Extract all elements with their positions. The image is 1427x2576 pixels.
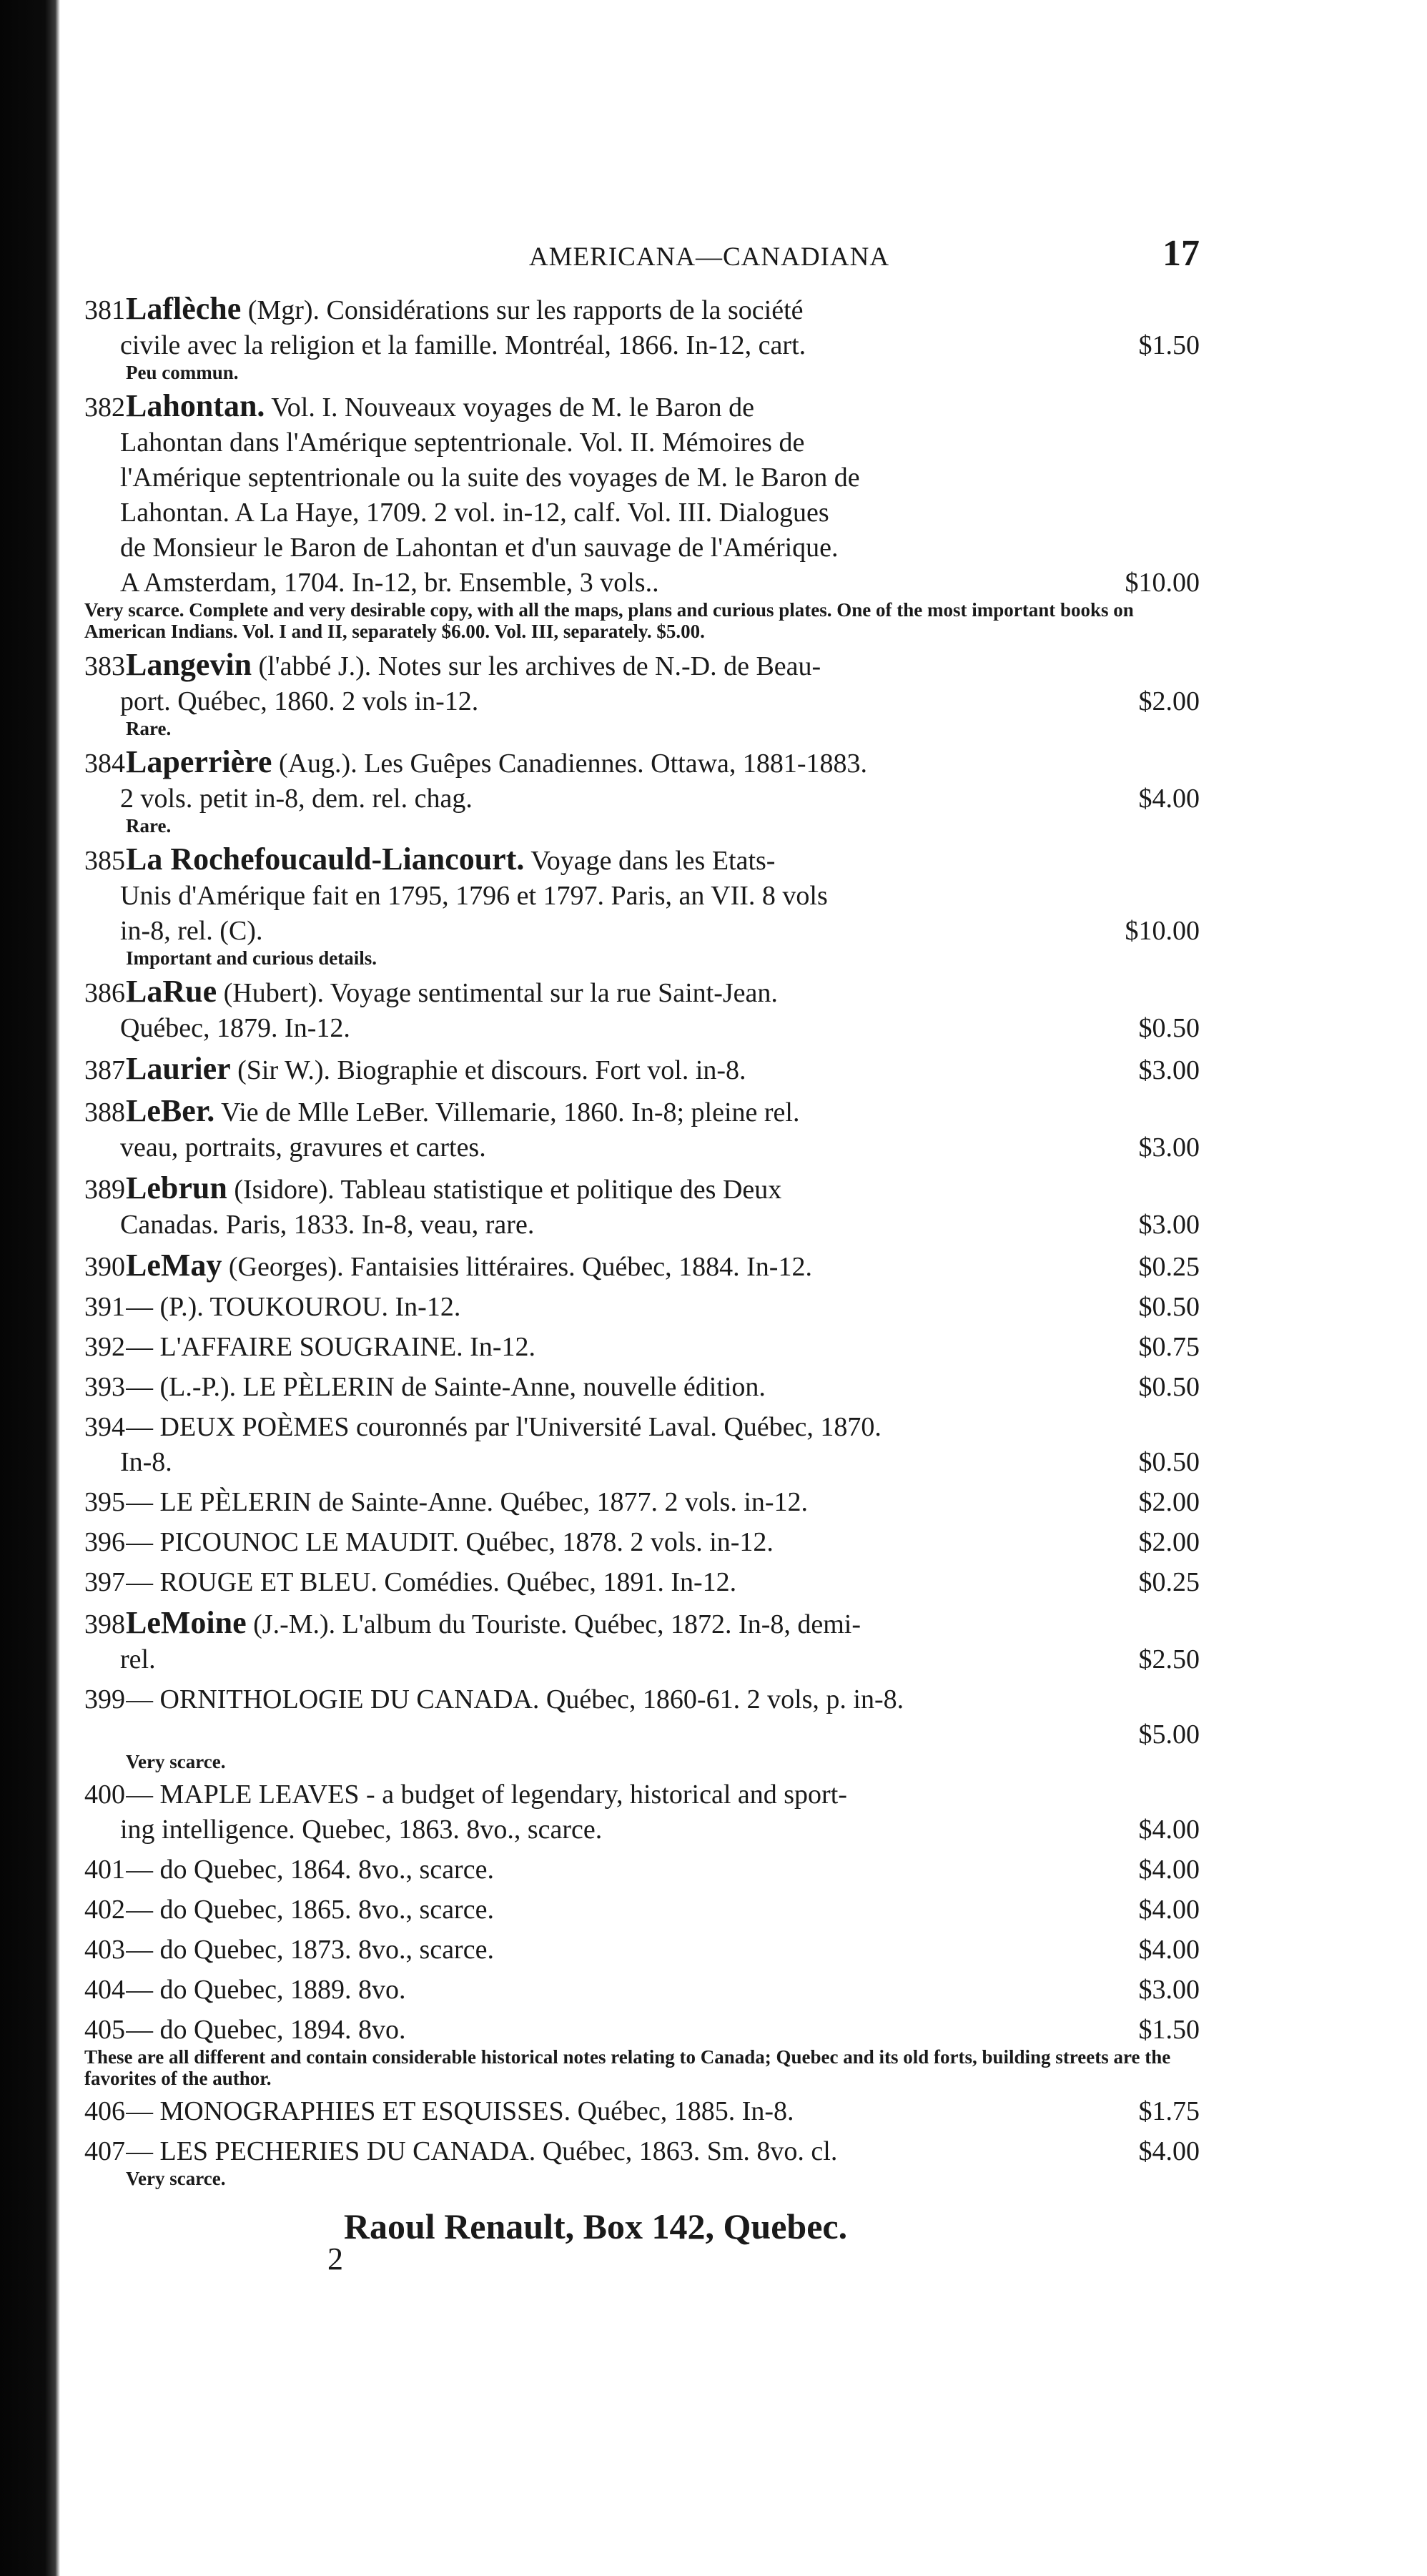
- entry-continuation-line: [84, 781, 1200, 816]
- entry-text: [120, 1011, 1127, 1046]
- catalogue-entry: [84, 647, 1200, 739]
- entry-price: $3.00: [1138, 1975, 1200, 2005]
- entry-number: 385: [84, 846, 125, 876]
- entry-number: 399: [84, 1684, 125, 1714]
- entry-text: [126, 1290, 1127, 1325]
- catalogue-entry: [84, 842, 1200, 969]
- entry-note: Very scarce.: [126, 1751, 226, 1772]
- entry-number: 397: [84, 1567, 125, 1597]
- entry-text: [126, 1330, 1127, 1365]
- entry-number: 407: [84, 2136, 125, 2166]
- entry-author: Laflèche: [126, 291, 242, 326]
- entry-first-line: [84, 1248, 1200, 1285]
- catalogue-entry: [84, 1290, 1200, 1325]
- entry-description: — MONOGRAPHIES ET ESQUISSES. Québec, 1885. In-8.: [126, 2096, 794, 2126]
- entry-number: 400: [84, 1780, 125, 1810]
- entry-price: $0.25: [1138, 1567, 1200, 1597]
- entry-description: (Georges). Fantaisies littéraires. Québec, 1884. In-12.: [228, 1252, 812, 1282]
- entry-description: — (L.-P.). LE PÈLERIN de Sainte-Anne, nouvelle édition.: [126, 1372, 766, 1402]
- entry-price: $4.00: [1138, 784, 1200, 814]
- entry-description: — MAPLE LEAVES - a budget of legendary, historical and sport-: [126, 1780, 847, 1810]
- entry-price: $4.00: [1138, 1815, 1200, 1845]
- entry-description: — do Quebec, 1889. 8vo.: [126, 1975, 406, 2005]
- catalogue-entry: [84, 1933, 1200, 1968]
- catalogue-entry: [84, 1170, 1200, 1243]
- entry-price: $3.00: [1138, 1210, 1200, 1240]
- entry-text: [126, 1973, 1127, 2008]
- entry-number: 405: [84, 2015, 125, 2045]
- entry-description: ing intelligence. Quebec, 1863. 8vo., scarce.: [120, 1815, 603, 1845]
- entry-description: A Amsterdam, 1704. In-12, br. Ensemble, 3 vols..: [120, 568, 659, 598]
- entry-continuation-line: [84, 531, 1200, 566]
- entry-author: LeBer.: [126, 1093, 215, 1128]
- entry-price: $0.25: [1138, 1252, 1200, 1282]
- catalogue-entry: [84, 1852, 1200, 1887]
- entry-text: [120, 781, 1127, 816]
- entry-description: (Mgr). Considérations sur les rapports de la société: [247, 295, 804, 325]
- entry-text: [126, 647, 1188, 684]
- entry-first-line: [84, 291, 1200, 328]
- entry-first-line: [84, 1682, 1200, 1717]
- catalogue-entry: [84, 291, 1200, 383]
- catalogue-entry: [84, 1605, 1200, 1677]
- entry-text: [120, 328, 1127, 363]
- entry-text: [120, 425, 1188, 460]
- entry-description: Voyage dans les Etats-: [530, 846, 776, 876]
- entry-description: — do Quebec, 1864. 8vo., scarce.: [126, 1855, 494, 1885]
- entry-first-line: [84, 647, 1200, 684]
- entry-author: Laperrière: [126, 744, 272, 779]
- catalogue-entry: [84, 1777, 1200, 1847]
- entry-first-line: [84, 1485, 1200, 1520]
- entry-price: $0.50: [1138, 1292, 1200, 1322]
- catalogue-entry: [84, 2094, 1200, 2129]
- entry-description: Lahontan. A La Haye, 1709. 2 vol. in-12, calf. Vol. III. Dialogues: [120, 498, 829, 528]
- entry-first-line: [84, 1933, 1200, 1968]
- catalogue-entry: [84, 1051, 1200, 1088]
- entry-text: [126, 1933, 1127, 1968]
- entry-price: $2.00: [1138, 686, 1200, 716]
- entry-description: (l'abbé J.). Notes sur les archives de N.-D. de Beau-: [258, 651, 821, 681]
- entry-first-line: [84, 388, 1200, 425]
- entry-author: La Rochefoucauld-Liancourt.: [126, 842, 525, 877]
- entry-description: rel.: [120, 1644, 156, 1674]
- entry-description: in-8, rel. (C).: [120, 916, 263, 946]
- entry-description: — do Quebec, 1873. 8vo., scarce.: [126, 1935, 494, 1965]
- entry-text: [120, 1445, 1127, 1480]
- entry-first-line: [84, 2134, 1200, 2169]
- entry-note: Peu commun.: [126, 362, 239, 383]
- entry-number: 388: [84, 1097, 125, 1127]
- entry-continuation-line: [84, 879, 1200, 914]
- entry-price: $10.00: [1125, 916, 1200, 946]
- catalogue-entry: [84, 2134, 1200, 2189]
- entry-description: — do Quebec, 1894. 8vo.: [126, 2015, 406, 2045]
- entry-text: [120, 495, 1188, 531]
- entry-text: [126, 1248, 1127, 1285]
- entry-first-line: [84, 974, 1200, 1011]
- catalogue-entry: [84, 1410, 1200, 1480]
- catalogue-entry: [84, 1682, 1200, 1772]
- entry-continuation-line: [84, 1812, 1200, 1847]
- entry-first-line: [84, 1565, 1200, 1600]
- entry-text: [126, 1892, 1127, 1928]
- entry-description: Canadas. Paris, 1833. In-8, veau, rare.: [120, 1210, 535, 1240]
- entry-price: $2.00: [1138, 1487, 1200, 1517]
- entry-first-line: [84, 1093, 1200, 1130]
- entry-continuation-line: [84, 460, 1200, 495]
- catalogue-entry: [84, 1973, 1200, 2008]
- running-title: AMERICANA—CANADIANA: [528, 242, 890, 272]
- entry-description: — DEUX POÈMES couronnés par l'Université Laval. Québec, 1870.: [126, 1412, 882, 1442]
- entry-description: Unis d'Amérique fait en 1795, 1796 et 1797. Paris, an VII. 8 vols: [120, 881, 828, 911]
- entry-number: 398: [84, 1609, 125, 1639]
- entry-description: — ROUGE ET BLEU. Comédies. Québec, 1891. In-12.: [126, 1567, 737, 1597]
- entry-number: 389: [84, 1175, 125, 1205]
- entry-text: [120, 914, 1114, 949]
- entry-first-line: [84, 2013, 1200, 2048]
- entry-first-line: [84, 1290, 1200, 1325]
- entry-description: — L'AFFAIRE SOUGRAINE. In-12.: [126, 1332, 535, 1362]
- catalogue-entry: [84, 1892, 1200, 1928]
- entry-number: 404: [84, 1975, 125, 2005]
- entry-first-line: [84, 1370, 1200, 1405]
- entry-text: [126, 1051, 1127, 1088]
- entry-price: $10.00: [1125, 568, 1200, 598]
- entry-text: [126, 291, 1188, 328]
- publisher-imprint: Raoul Renault, Box 142, Quebec.: [343, 2206, 848, 2246]
- entry-description: Vie de Mlle LeBer. Villemarie, 1860. In-8; pleine rel.: [221, 1097, 800, 1127]
- entry-description: Lahontan dans l'Amérique septentrionale. Vol. II. Mémoires de: [120, 428, 805, 458]
- entry-text: [126, 1605, 1188, 1642]
- entry-price: $0.50: [1138, 1372, 1200, 1402]
- entry-note: Rare.: [126, 815, 172, 837]
- entry-continuation-line: [84, 1130, 1200, 1165]
- entry-note: Rare.: [126, 718, 172, 739]
- entry-price: $1.50: [1138, 2015, 1200, 2045]
- catalogue-entry: [84, 2013, 1200, 2089]
- entry-first-line: [84, 1330, 1200, 1365]
- entry-continuation-line: [84, 914, 1200, 949]
- entry-text: [126, 1170, 1188, 1208]
- entry-price: $0.75: [1138, 1332, 1200, 1362]
- entry-price: $3.00: [1138, 1055, 1200, 1085]
- entry-text: [126, 974, 1188, 1011]
- entry-text: [126, 842, 1188, 879]
- entry-note: Very scarce.: [126, 2168, 226, 2189]
- entry-text: [120, 1642, 1127, 1677]
- entry-author: LeMoine: [126, 1605, 247, 1640]
- entry-number: 386: [84, 978, 125, 1008]
- entry-number: 406: [84, 2096, 125, 2126]
- entry-continuation-line: [84, 1011, 1200, 1046]
- entry-text: [120, 1812, 1127, 1847]
- catalogue-page: [84, 233, 1200, 2276]
- entry-number: 381: [84, 295, 125, 325]
- catalogue-entry: [84, 974, 1200, 1046]
- entry-number: 392: [84, 1332, 125, 1362]
- entry-number: 403: [84, 1935, 125, 1965]
- entry-text: [126, 2013, 1127, 2048]
- entry-text: [126, 1777, 1188, 1812]
- entry-price: $4.00: [1138, 1895, 1200, 1925]
- entry-text: [126, 744, 1188, 781]
- entry-description: — PICOUNOC LE MAUDIT. Québec, 1878. 2 vols. in-12.: [126, 1527, 774, 1557]
- entry-description: (Sir W.). Biographie et discours. Fort vol. in-8.: [237, 1055, 746, 1085]
- catalogue-entry: [84, 1330, 1200, 1365]
- entry-description: In-8.: [120, 1447, 172, 1477]
- entry-continuation-line: [84, 328, 1200, 363]
- entry-description: l'Amérique septentrionale ou la suite des voyages de M. le Baron de: [120, 463, 860, 493]
- entry-text: [120, 531, 1188, 566]
- entry-first-line: [84, 1973, 1200, 2008]
- entry-first-line: [84, 1051, 1200, 1088]
- entry-description: (Hubert). Voyage sentimental sur la rue Saint-Jean.: [223, 978, 778, 1008]
- entry-text: [120, 566, 1114, 601]
- catalogue-entries: [84, 291, 1200, 2189]
- entry-text: [120, 879, 1188, 914]
- entry-number: 387: [84, 1055, 125, 1085]
- entry-number: 383: [84, 651, 125, 681]
- entry-first-line: [84, 1852, 1200, 1887]
- entry-author: LeMay: [126, 1248, 222, 1283]
- entry-price: $5.00: [1138, 1719, 1200, 1750]
- entry-price: $4.00: [1138, 2136, 1200, 2166]
- catalogue-entry: [84, 388, 1200, 642]
- entry-description: — ORNITHOLOGIE DU CANADA. Québec, 1860-61. 2 vols, p. in-8.: [126, 1684, 904, 1714]
- entry-number: 395: [84, 1487, 125, 1517]
- entry-description: — LES PECHERIES DU CANADA. Québec, 1863. Sm. 8vo. cl.: [126, 2136, 838, 2166]
- entry-description: Québec, 1879. In-12.: [120, 1013, 350, 1043]
- entry-description: (Aug.). Les Guêpes Canadiennes. Ottawa, 1881-1883.: [278, 749, 868, 779]
- entry-description: civile avec la religion et la famille. Montréal, 1866. In-12, cart.: [120, 330, 806, 360]
- entry-text: [120, 1130, 1127, 1165]
- entry-text: [126, 1525, 1127, 1560]
- catalogue-entry: [84, 1093, 1200, 1165]
- entry-price: $4.00: [1138, 1935, 1200, 1965]
- entry-price: $1.75: [1138, 2096, 1200, 2126]
- catalogue-entry: [84, 1370, 1200, 1405]
- entry-description: Vol. I. Nouveaux voyages de M. le Baron de: [271, 393, 755, 423]
- entry-author: LaRue: [126, 974, 217, 1009]
- entry-text: [120, 684, 1127, 719]
- entry-text: [126, 1093, 1188, 1130]
- entry-continuation-line: [84, 1208, 1200, 1243]
- entry-description: (J.-M.). L'album du Touriste. Québec, 1872. In-8, demi-: [253, 1609, 861, 1639]
- entry-first-line: [84, 1170, 1200, 1208]
- entry-author: Lebrun: [126, 1170, 227, 1205]
- entry-continuation-line: [84, 1717, 1200, 1752]
- entry-first-line: [84, 1777, 1200, 1812]
- entry-continuation-line: [84, 1642, 1200, 1677]
- scan-binding-edge: [0, 0, 60, 2576]
- entry-text: [126, 1852, 1127, 1887]
- entry-description: veau, portraits, gravures et cartes.: [120, 1132, 486, 1163]
- entry-text: [126, 1682, 1188, 1717]
- entry-continuation-line: [84, 566, 1200, 601]
- entry-description: — do Quebec, 1865. 8vo., scarce.: [126, 1895, 494, 1925]
- entry-continuation-line: [84, 684, 1200, 719]
- entry-first-line: [84, 2094, 1200, 2129]
- entry-text: [126, 2134, 1127, 2169]
- entry-text: [120, 460, 1188, 495]
- entry-price: $0.50: [1138, 1013, 1200, 1043]
- entry-description: — LE PÈLERIN de Sainte-Anne. Québec, 1877. 2 vols. in-12.: [126, 1487, 809, 1517]
- entry-price: $1.50: [1138, 330, 1200, 360]
- entry-number: 396: [84, 1527, 125, 1557]
- entry-first-line: [84, 1525, 1200, 1560]
- entry-price: $2.00: [1138, 1527, 1200, 1557]
- entry-first-line: [84, 1605, 1200, 1642]
- signature-mark: 2: [327, 2241, 343, 2276]
- entry-number: 382: [84, 393, 125, 423]
- entry-text: [126, 1410, 1188, 1445]
- catalogue-entry: [84, 1565, 1200, 1600]
- entry-price: $3.00: [1138, 1132, 1200, 1163]
- entry-text: [126, 1370, 1127, 1405]
- entry-text: [120, 1208, 1127, 1243]
- entry-continuation-line: [84, 1445, 1200, 1480]
- entry-continuation-line: [84, 495, 1200, 531]
- entry-description: port. Québec, 1860. 2 vols in-12.: [120, 686, 479, 716]
- entry-number: 402: [84, 1895, 125, 1925]
- entry-price: $2.50: [1138, 1644, 1200, 1674]
- entry-number: 394: [84, 1412, 125, 1442]
- entry-text: [126, 1565, 1127, 1600]
- entry-author: Langevin: [126, 647, 252, 682]
- page-header: [84, 233, 1200, 286]
- entry-continuation-line: [84, 425, 1200, 460]
- entry-description: 2 vols. petit in-8, dem. rel. chag.: [120, 784, 473, 814]
- entry-note: Very scarce. Complete and very desirable copy, with all the maps, plans and curious plates. One of the most important books on American Indians. Vol. I and II, separately $6.00. Vol. III, separately. $5.00.: [84, 599, 1134, 642]
- entry-first-line: [84, 1892, 1200, 1928]
- entry-number: 393: [84, 1372, 125, 1402]
- entry-first-line: [84, 744, 1200, 781]
- entry-description: — (P.). TOUKOUROU. In-12.: [126, 1292, 461, 1322]
- entry-price: $0.50: [1138, 1447, 1200, 1477]
- entry-number: 390: [84, 1252, 125, 1282]
- catalogue-entry: [84, 1248, 1200, 1285]
- entry-text: [126, 1485, 1127, 1520]
- entry-description: (Isidore). Tableau statistique et politique des Deux: [234, 1175, 782, 1205]
- catalogue-entry: [84, 1485, 1200, 1520]
- entry-number: 401: [84, 1855, 125, 1885]
- entry-price: $4.00: [1138, 1855, 1200, 1885]
- entry-first-line: [84, 1410, 1200, 1445]
- page-number: 17: [1162, 233, 1200, 274]
- entry-note: These are all different and contain considerable historical notes relating to Canada; Quebec and its old forts, building streets are the favorites of the author.: [84, 2046, 1171, 2089]
- catalogue-entry: [84, 1525, 1200, 1560]
- entry-author: Laurier: [126, 1051, 231, 1086]
- entry-description: de Monsieur le Baron de Lahontan et d'un sauvage de l'Amérique.: [120, 533, 839, 563]
- entry-text: [126, 2094, 1127, 2129]
- entry-first-line: [84, 842, 1200, 879]
- entry-number: 384: [84, 749, 125, 779]
- entry-author: Lahontan.: [126, 388, 265, 423]
- entry-text: [126, 388, 1188, 425]
- entry-number: 391: [84, 1292, 125, 1322]
- catalogue-entry: [84, 744, 1200, 837]
- entry-note: Important and curious details.: [126, 947, 377, 969]
